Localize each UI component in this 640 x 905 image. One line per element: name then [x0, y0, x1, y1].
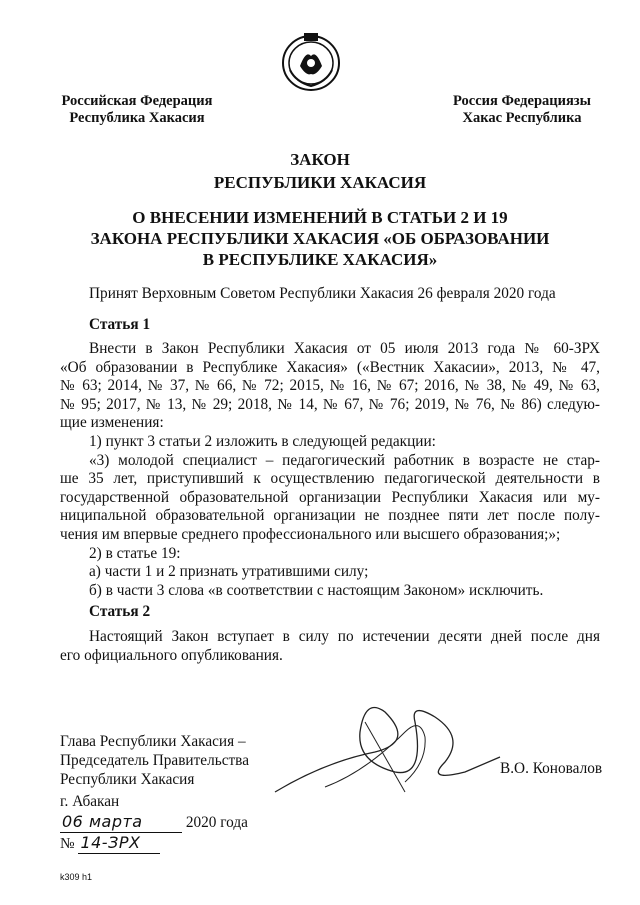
quote-line: чения им впервые среднего профессионального или высшего образования;»; [60, 525, 561, 543]
subject-line3: В РЕСПУБЛИКЕ ХАКАСИЯ» [202, 250, 438, 269]
header-left [52, 93, 222, 127]
intro-line: Внести в Закон Республики Хакасия от 05 июля 2013 года № 60-ЗРХ [89, 340, 600, 357]
article2-line: Настоящий Закон вступает в силу по истечении десяти дней после дня [89, 628, 600, 645]
handwritten-signature [265, 692, 505, 802]
doc-type: ЗАКОН [290, 150, 350, 169]
item2: 2) в статье 19: [89, 544, 181, 562]
article2-heading: Статья 2 [89, 603, 151, 620]
handwritten-date: 06 марта [60, 812, 182, 833]
article1-heading: Статья 1 [89, 316, 151, 333]
footer-code: k309 h1 [60, 872, 93, 882]
subject-line1: О ВНЕСЕНИИ ИЗМЕНЕНИЙ В СТАТЬИ 2 И 19 [132, 208, 508, 227]
quote-line: ше 35 лет, приступивший к осуществлению педагогической деятельности в [60, 470, 600, 488]
place-date-number [60, 792, 248, 854]
header-left-line1: Российская Федерация [61, 93, 213, 109]
header-right-line2: Хакас Республика [462, 110, 582, 126]
quote-line: ниципальной образовательной организации не позднее пяти лет после полу- [60, 507, 600, 525]
signatory-line3: Республики Хакасия [60, 771, 195, 788]
article1-intro [60, 340, 600, 600]
number-line [60, 833, 248, 854]
header-right [442, 93, 602, 127]
item2a: а) части 1 и 2 признать утратившими силу; [89, 563, 369, 581]
item1: 1) пункт 3 статьи 2 изложить в следующей редакции: [89, 432, 436, 450]
coat-of-arms-emblem [276, 30, 346, 94]
date-suffix: 2020 года [185, 814, 248, 831]
signatory-title [60, 732, 249, 789]
doc-authority: РЕСПУБЛИКИ ХАКАСИЯ [213, 173, 427, 192]
quote-line: «3) молодой специалист – педагогический работник в возрасте не стар- [89, 451, 600, 469]
intro-line: № 95; 2017, № 13, № 29; 2018, № 14, № 67, № 76; 2019, № 76, № 86) следую- [60, 395, 600, 413]
handwritten-number: 14-ЗРХ [78, 833, 160, 854]
signatory-line2: Председатель Правительства [60, 752, 249, 769]
subject-line2: ЗАКОНА РЕСПУБЛИКИ ХАКАСИЯ «ОБ ОБРАЗОВАНИИ [90, 229, 550, 248]
intro-line: № 63; 2014, № 37, № 66, № 72; 2015, № 16, № 67; 2016, № 38, № 49, № 63, [60, 377, 600, 395]
number-prefix: № [60, 835, 75, 852]
intro-line: «Об образовании в Республике Хакасия» («Вестник Хакасии», 2013, № 47, [60, 358, 600, 376]
item2b: б) в части 3 слова «в соответствии с настоящим Законом» исключить. [89, 581, 544, 599]
signatory-line1: Глава Республики Хакасия – [60, 733, 246, 750]
date-line [60, 812, 248, 833]
adopted-line: Принят Верховным Советом Республики Хакасия 26 февраля 2020 года [89, 285, 556, 302]
header-right-line1: Россия Федерациязы [453, 93, 591, 109]
header-left-line2: Республика Хакасия [69, 110, 205, 126]
signatory-name: В.О. Коновалов [500, 760, 603, 777]
article2-line: его официального опубликования. [60, 646, 283, 664]
intro-line: щие изменения: [60, 414, 164, 432]
article2-text [60, 628, 600, 665]
quote-line: государственной образовательной организации Республики Хакасия или му- [60, 488, 600, 506]
city: г. Абакан [60, 793, 120, 810]
